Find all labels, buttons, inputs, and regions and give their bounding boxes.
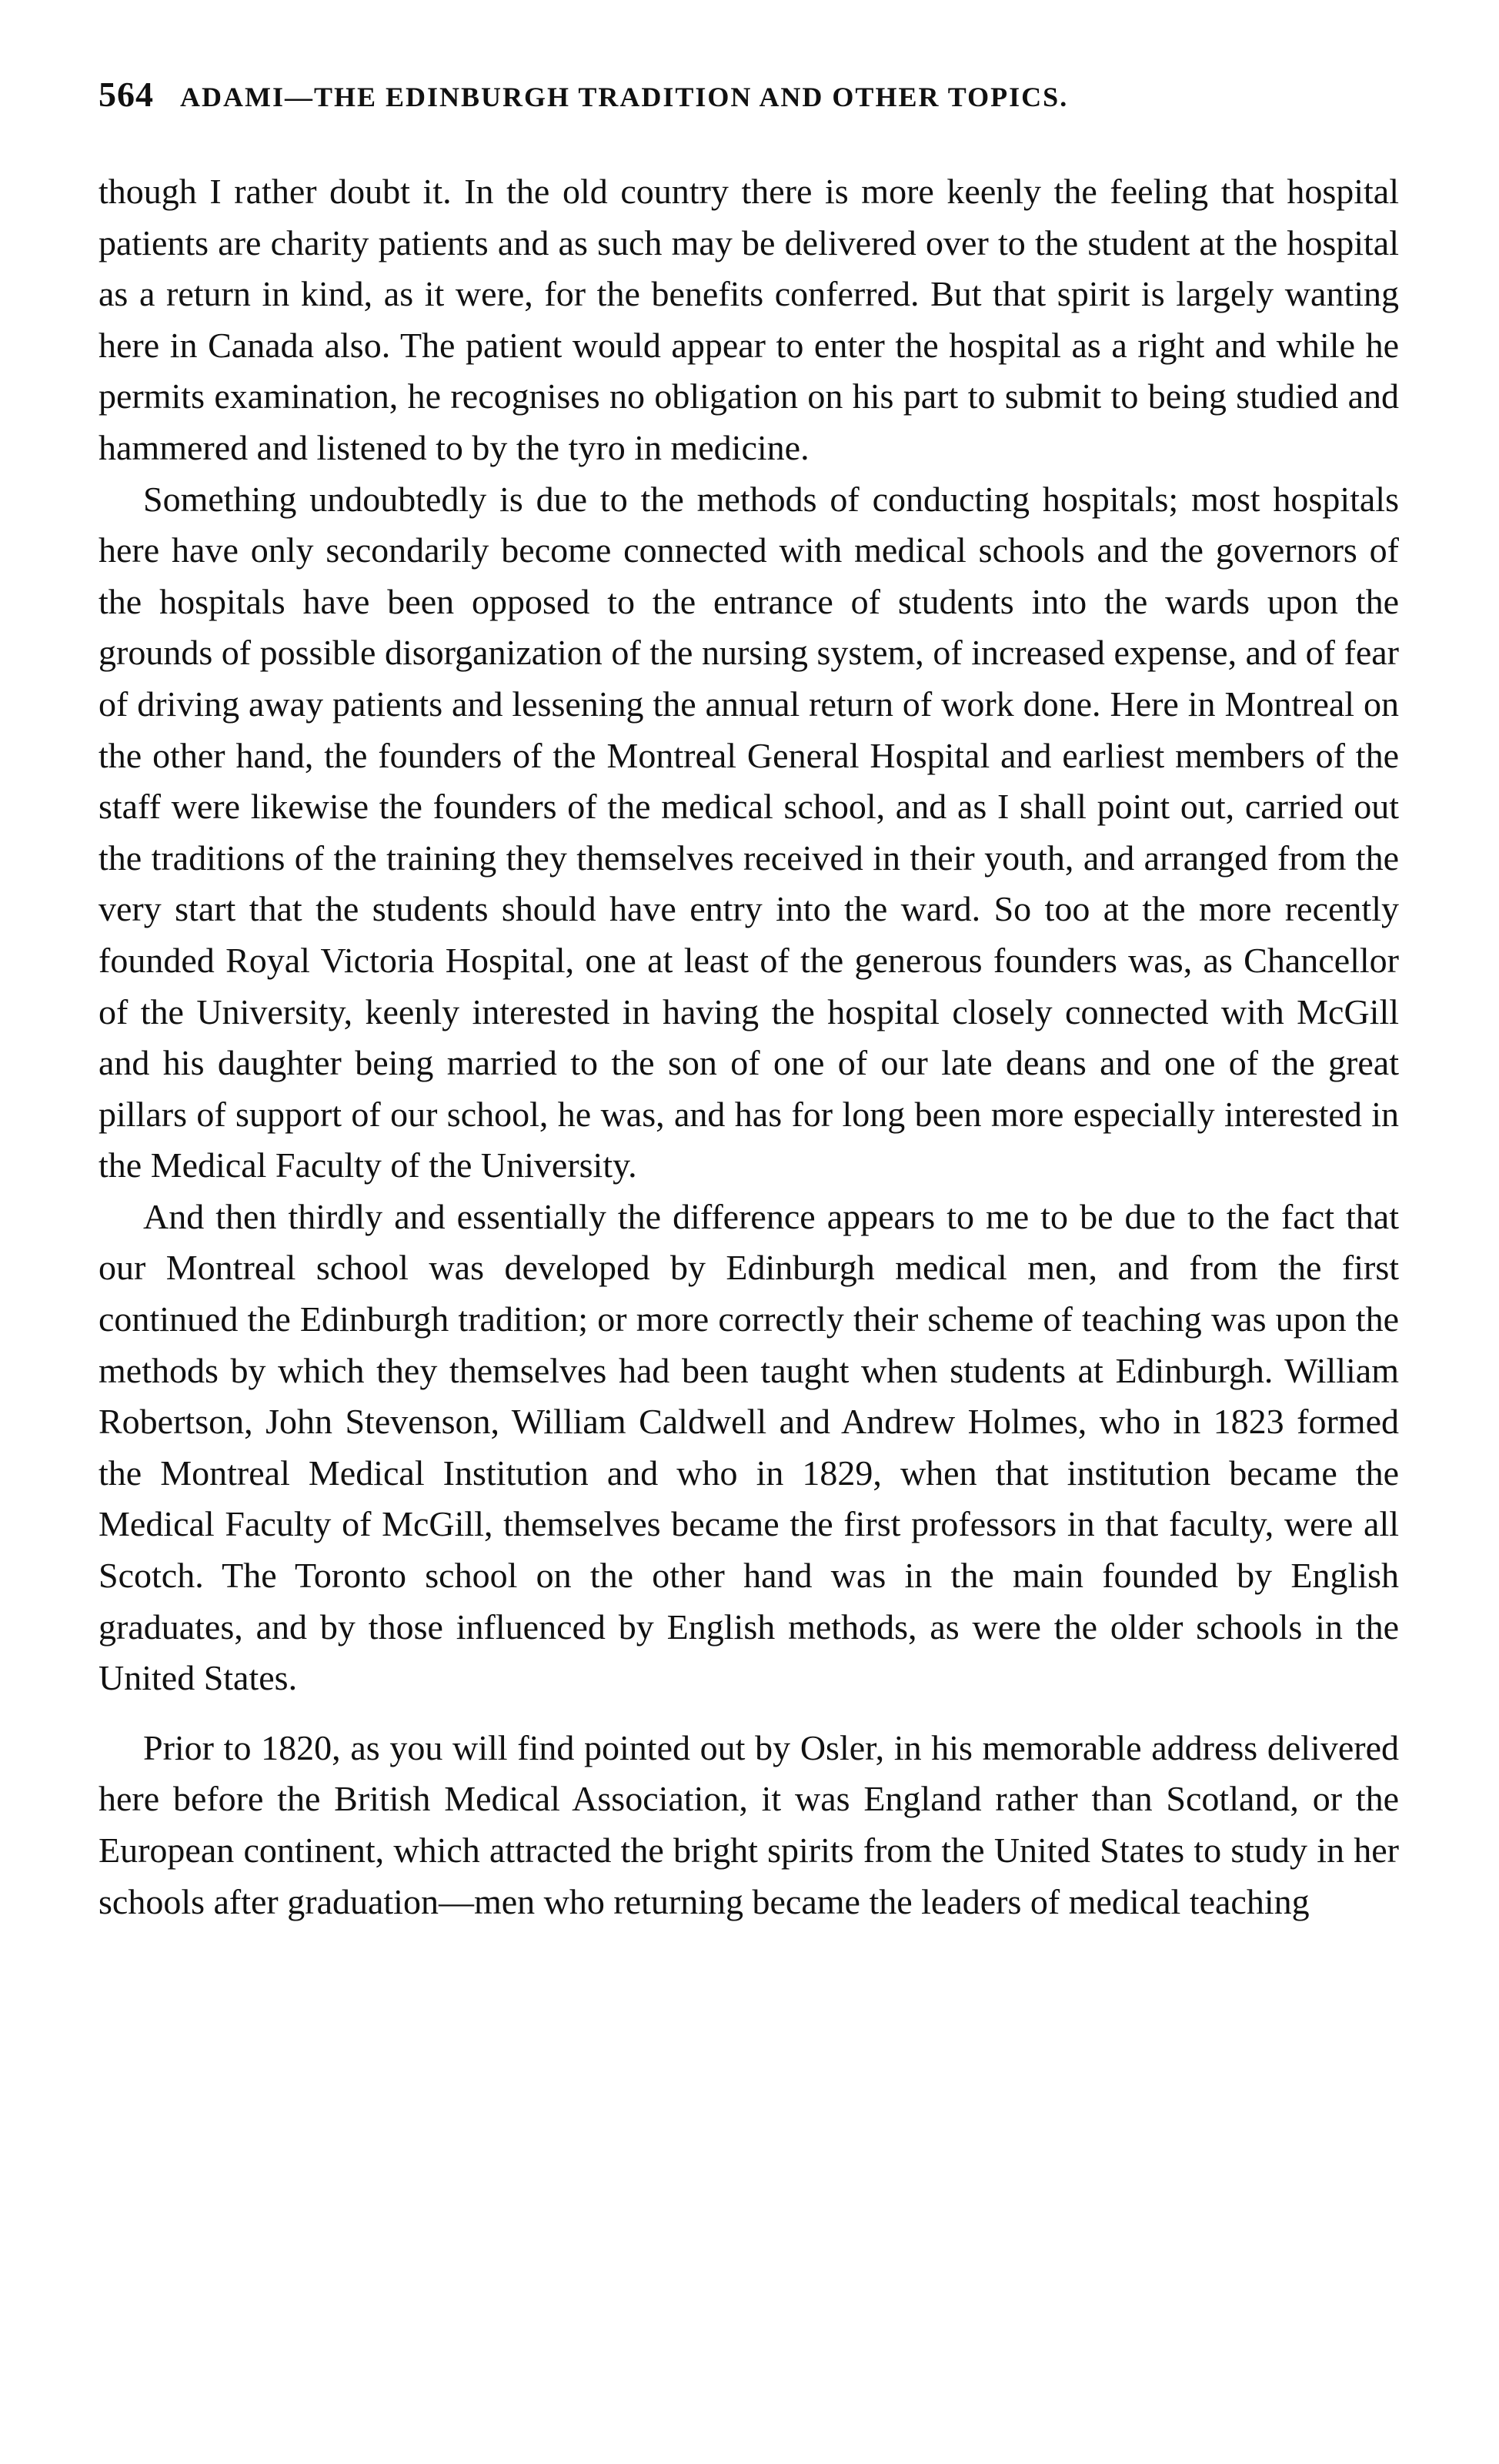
paragraph-prior-to-1820: Prior to 1820, as you will find pointed out by Osler, in his memorable address delivered here before the British Medical Association, it was England rather than Scotland, or the European continent, which attracted the bright spirits from the United States to study in her schools after graduation—men who returning became the leaders of medical teaching: [98, 1727, 1399, 1921]
page-number: 564: [98, 75, 154, 114]
paragraph-continued: though I rather doubt it. In the old country there is more keenly the feeling that hospital patients are charity patients and as such may be delivered over to the student at the hospital as a return in kind, as it were, for the benefits conferred. But that spirit is largely wanting here in Canada also. The patient would appear to enter the hospital as a right and while he permits examination, he recognises no obligation on his part to submit to being studied and hammered and listened to by the tyro in medicine.: [98, 172, 1399, 467]
book-page: [98, 74, 1399, 1927]
body-text: [98, 166, 1399, 1927]
paragraph-hospital-methods: Something undoubtedly is due to the methods of conducting hospitals; most hospitals here have only secondarily become connected with medical schools and the governors of the hospitals have been opposed to the entrance of students into the wards upon the grounds of possible disorganization of the nursing system, of increased expense, and of fear of driving away patients and lessening the annual return of work done. Here in Montreal on the other hand, the founders of the Montreal General Hospital and earliest members of the staff were likewise the founders of the medical school, and as I shall point out, carried out the traditions of the training they themselves received in their youth, and arranged from the very start that the students should have entry into the ward. So too at the more recently founded Royal Victoria Hospital, one at least of the generous founders was, as Chancellor of the University, keenly interested in having the hospital closely connected with McGill and his daughter being married to the son of one of our late deans and one of the great pillars of support of our school, he was, and has for long been more especially interested in the Medical Faculty of the University.: [98, 479, 1399, 1185]
running-head: [98, 74, 1399, 135]
running-title: ADAMI—THE EDINBURGH TRADITION AND OTHER TOPICS.: [180, 82, 1069, 112]
paragraph-edinburgh-men: And then thirdly and essentially the difference appears to me to be due to the fact that our Montreal school was developed by Edinburgh medical men, and from the first continued the Edinburgh tradition; or more correctly their scheme of teaching was upon the methods by which they themselves had been taught when students at Edinburgh. William Robertson, John Stevenson, William Caldwell and Andrew Holmes, who in 1823 formed the Montreal Medical Institution and who in 1829, when that institution became the Medical Faculty of McGill, themselves became the first professors in that faculty, were all Scotch. The Toronto school on the other hand was in the main founded by English graduates, and by those influenced by English methods, as were the older schools in the United States.: [98, 1196, 1399, 1698]
